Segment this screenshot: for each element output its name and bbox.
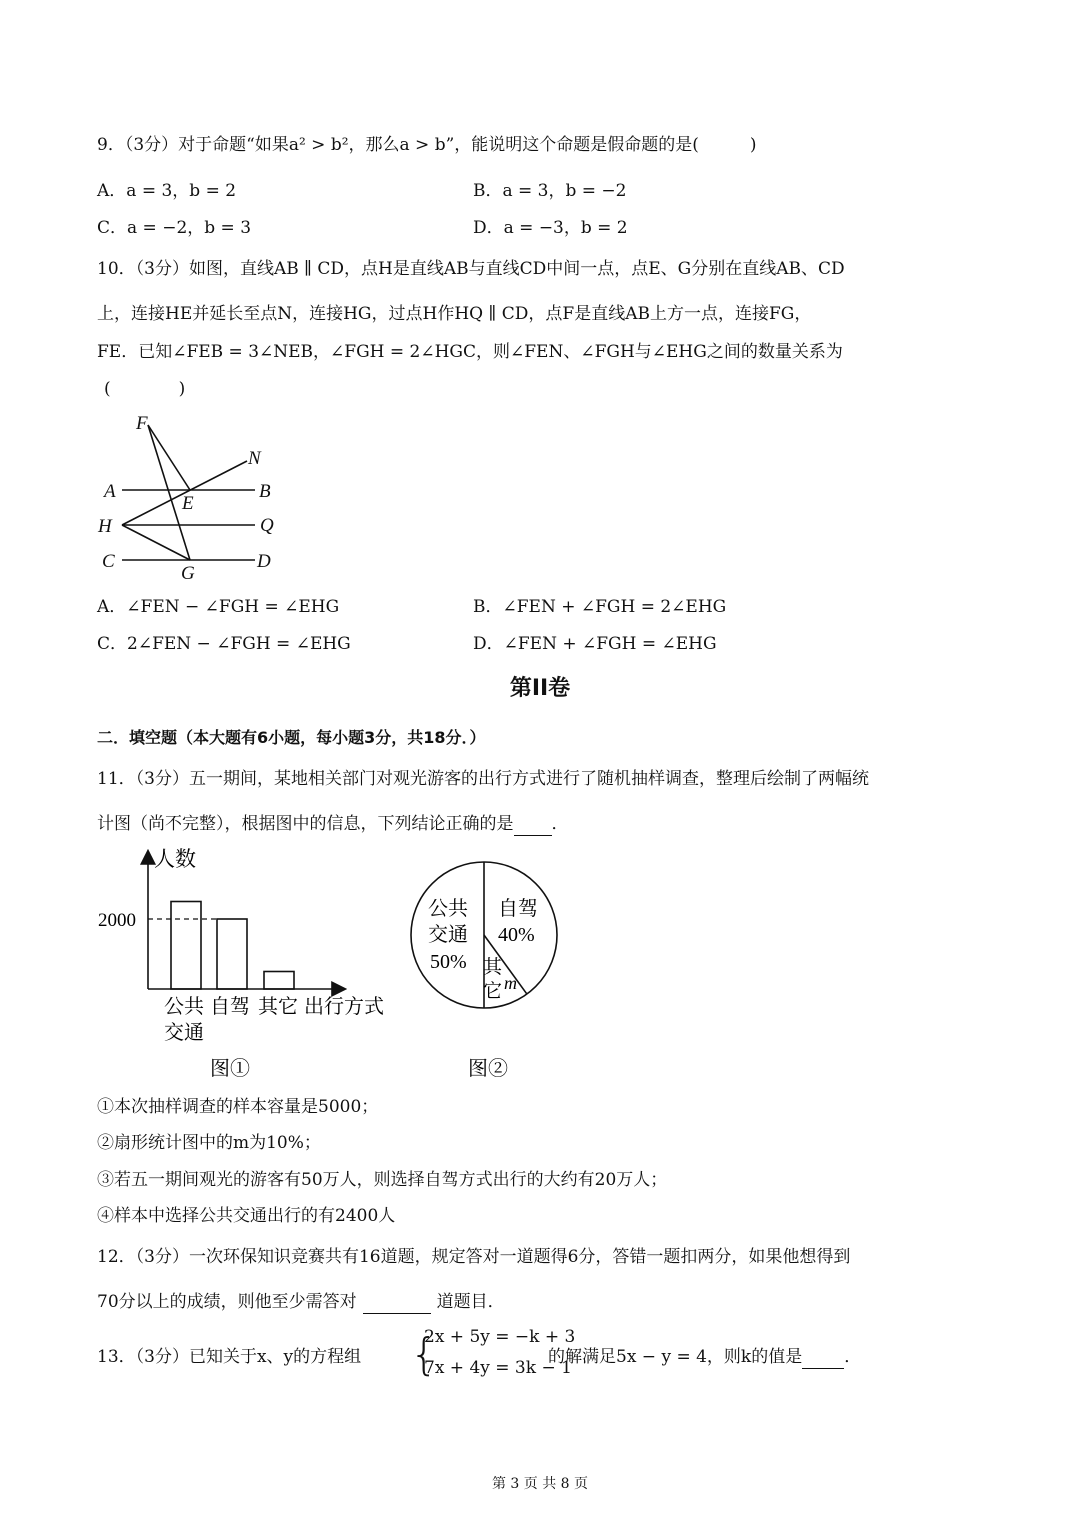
q10-line3: FE．已知∠FEB = 3∠NEB，∠FGH = 2∠HGC，则∠FEN、∠FGH与∠EHG之间的数量关系为 — [97, 342, 843, 362]
pie-caption: 图② — [468, 1058, 508, 1080]
q10-option-d: D．∠FEN + ∠FGH = ∠EHG — [473, 634, 717, 654]
q12-answer-blank[interactable] — [363, 1291, 431, 1314]
q11-line1: 11．（3分）五一期间，某地相关部门对观光游客的出行方式进行了随机抽样调查，整理后绘制了两幅统 — [97, 769, 869, 789]
q13-answer-blank[interactable] — [802, 1346, 844, 1369]
q11-line2-text: 计图（尚不完整），根据图中的信息，下列结论正确的是 — [97, 814, 514, 834]
label-h: H — [98, 516, 112, 537]
ytick-2000-label: 2000 — [98, 910, 136, 931]
label-b: B — [259, 481, 271, 502]
bar-xlabel: 出行方式 — [304, 996, 384, 1018]
pie-pct-public: 50% — [430, 951, 467, 973]
q13-brace: { — [410, 1329, 438, 1380]
q10-line1: 10．（3分）如图，直线AB ∥ CD，点H是直线AB与直线CD中间一点，点E、G分别在直线AB、CD — [97, 259, 845, 279]
q11-line2 — [97, 813, 569, 836]
q9-option-b: B．a = 3，b = −2 — [473, 181, 627, 201]
q10-option-c: C．2∠FEN − ∠FGH = ∠EHG — [97, 634, 351, 654]
bar-cat-label-1b: 交通 — [164, 1022, 204, 1044]
label-f: F — [136, 413, 148, 434]
q9-stem: 9．（3分）对于命题“如果a² > b²，那么a > b”，能说明这个命题是假命题的是( ) — [97, 135, 757, 155]
label-q: Q — [260, 515, 274, 536]
q12-line2b: 道题目． — [436, 1292, 505, 1312]
line-hg — [122, 525, 190, 560]
q12-line2a: 70分以上的成绩，则他至少需答对 — [97, 1292, 357, 1312]
q11-statement-1: ①本次抽样调查的样本容量是5000； — [97, 1097, 379, 1117]
q10-line4: ( ) — [104, 379, 186, 399]
pie-label-public-1: 公共 — [428, 898, 468, 920]
label-n: N — [248, 448, 261, 469]
q11-line2-end: ． — [551, 814, 569, 834]
bar-cat-label-3: 其它 — [258, 996, 298, 1018]
bar-3 — [264, 972, 294, 990]
page-footer: 第 3 页 共 8 页 — [491, 1476, 589, 1492]
q13-eq1: 2x + 5y = −k + 3 — [424, 1327, 576, 1347]
bar-cat-label-1: 公共 — [164, 996, 204, 1018]
label-e: E — [182, 493, 194, 514]
line-fe — [148, 425, 190, 490]
pie-label-other-1: 其 — [483, 957, 503, 978]
q10-line2: 上，连接HE并延长至点N，连接HG，过点H作HQ ∥ CD，点F是直线AB上方一点，连接FG， — [97, 304, 812, 324]
q10-option-b: B．∠FEN + ∠FGH = 2∠EHG — [473, 597, 727, 617]
bar-caption: 图① — [210, 1058, 250, 1080]
q11-statement-4: ④样本中选择公共交通出行的有2400人 — [97, 1206, 396, 1226]
bar-1 — [171, 902, 201, 990]
q9-option-d: D．a = −3，b = 2 — [473, 218, 628, 238]
section2-title: 二．填空题（本大题有6小题，每小题3分，共18分．） — [97, 728, 486, 747]
label-g: G — [181, 563, 195, 584]
q10-option-a: A．∠FEN − ∠FGH = ∠EHG — [97, 597, 340, 617]
label-d: D — [257, 551, 271, 572]
pie-chart — [400, 850, 580, 1080]
q9-option-c: C．a = −2，b = 3 — [97, 218, 252, 238]
bar-cat-label-2: 自驾 — [210, 996, 250, 1018]
q11-statement-3: ③若五一期间观光的游客有50万人，则选择自驾方式出行的大约有20万人； — [97, 1170, 668, 1190]
q11-answer-blank[interactable] — [514, 813, 552, 836]
q11-statement-2: ②扇形统计图中的m为10%； — [97, 1133, 321, 1153]
pie-label-m: m — [504, 973, 517, 993]
pie-pct-drive: 40% — [498, 924, 535, 946]
volume-title: 第II卷 — [509, 676, 571, 701]
bar-ylabel: 人数 — [154, 847, 196, 871]
q13-pre: 13．（3分）已知关于x、y的方程组 — [97, 1347, 362, 1367]
pie-label-drive: 自驾 — [498, 898, 538, 920]
q12-line1: 12．（3分）一次环保知识竞赛共有16道题，规定答对一道题得6分，答错一题扣两分，如果他想得到 — [97, 1247, 851, 1267]
q13-post — [548, 1346, 861, 1369]
bar-chart — [92, 842, 412, 1082]
pie-label-other-2: 它 — [483, 981, 503, 1002]
q13-post-text: 的解满足5x − y = 4，则k的值是 — [548, 1347, 803, 1367]
q9-option-a: A．a = 3，b = 2 — [97, 181, 237, 201]
label-c: C — [102, 551, 115, 572]
q10-geometry-figure — [90, 405, 300, 585]
q13-end: ． — [844, 1347, 862, 1367]
label-a: A — [104, 481, 116, 502]
q12-line2 — [97, 1291, 505, 1314]
q13-eq2: 7x + 4y = 3k − 1 — [424, 1358, 572, 1378]
bar-2 — [217, 919, 247, 989]
pie-label-public-2: 交通 — [428, 924, 468, 946]
